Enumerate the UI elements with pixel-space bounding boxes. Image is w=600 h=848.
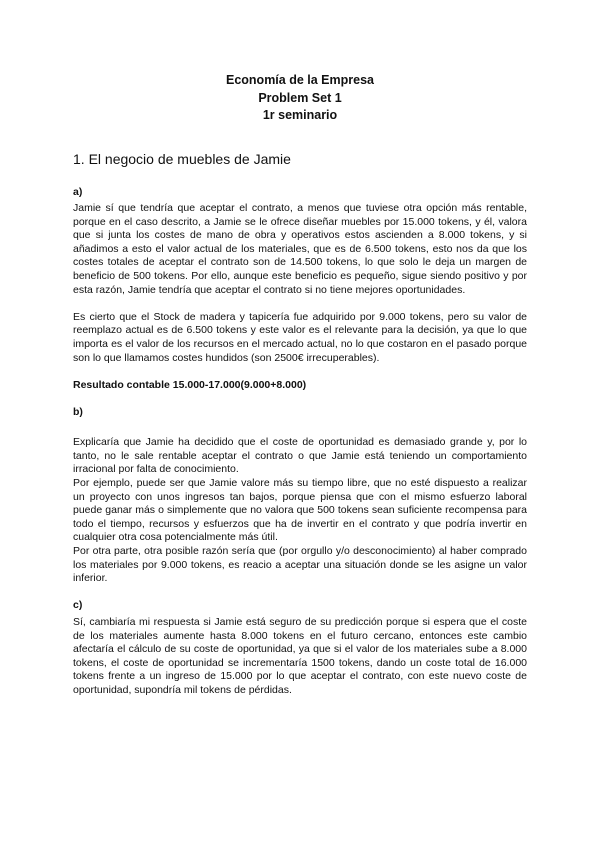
part-a-paragraph-2: Es cierto que el Stock de madera y tapicería fue adquirido por 9.000 tokens, pero su valor de reemplazo actual es de 6.500 tokens y este valor es el relevante para la decisión, ya que lo que importa es el valor de los recursos en el mercado actual, no lo que costaron en el pasado porque son lo que llamamos costes hundidos (son 2500€ irrecuperables). xyxy=(73,310,527,364)
part-b-paragraph-3: Por otra parte, otra posible razón sería que (por orgullo y/o desconocimiento) al haber comprado los materiales por 9.000 tokens, es reacio a aceptar una situación donde se les asigne un valor inferior. xyxy=(73,544,527,585)
section-heading: 1. El negocio de muebles de Jamie xyxy=(73,150,291,167)
part-a-paragraph-1: Jamie sí que tendría que aceptar el contrato, a menos que tuviese otra opción más rentable, porque en el caso descrito, a Jamie se le ofrece diseñar muebles por 15.000 tokens, y él, valora que si junta los costes de mano de obra y operativos estos ascienden a 8.000 tokens, y si añadimos a esto el valor actual de los materiales, que es de 6.500 tokens, esto nos da que los costes totales de aceptar el contrato son de 14.500 tokens, lo que solo le deja un margen de beneficio de 500 tokens. Por ello, aunque este beneficio es pequeño, sigue siendo positivo y por esta razón, Jamie tendría que aceptar el contrato si no tiene mejores oportunidades. xyxy=(73,202,527,296)
spacer xyxy=(73,423,527,437)
accounting-result: Resultado contable 15.000-17.000(9.000+8.000) xyxy=(73,378,307,391)
part-a-label: a) xyxy=(73,185,83,198)
spacer xyxy=(73,297,527,311)
part-b-paragraph-1: Explicaría que Jamie ha decidido que el coste de oportunidad es demasiado grande y, por lo tanto, no le sale rentable aceptar el contrato o que Jamie está teniendo un comportamiento irracional por falta de conocimiento. xyxy=(73,436,527,476)
spacer xyxy=(73,586,527,600)
part-b-label: b) xyxy=(73,406,83,418)
title-seminar: 1r seminario xyxy=(262,108,338,122)
part-c-paragraph-1: Sí, cambiaría mi respuesta si Jamie está seguro de su predicción porque si espera que el coste de los materiales aumente hasta 8.000 tokens en el futuro cercano, entonces este cambio afectaría el cálculo de su coste de oportunidad, ya que si el valor de los materiales sube a 8.000 tokens, el coste de oportunidad se incrementaría 1500 tokens, dando un coste total de 16.000 tokens frente a un ingreso de 15.000 por lo que aceptar el contrato, con este nuevo coste de oportunidad, supondría mil tokens de pérdidas. xyxy=(73,615,527,696)
spacer xyxy=(73,365,527,379)
title-problem-set: Problem Set 1 xyxy=(258,90,342,105)
spacer xyxy=(73,392,527,406)
part-c-label: c) xyxy=(73,599,83,612)
document-title xyxy=(73,72,527,125)
part-b-paragraph-2: Por ejemplo, puede ser que Jamie valore más su tiempo libre, que no esté dispuesto a realizar un proyecto con unos ingresos tan bajos, porque piensa que con el mismo esfuerzo laboral puede ganar más o simplemente que no valora que 500 tokens sean suficiente recompensa para todo el tiempo, recursos y esfuerzos que ha de invertir en el contrato y que podría invertir en cualquier otra cosa potencialmente más útil. xyxy=(73,476,527,544)
title-course: Economía de la Empresa xyxy=(226,73,374,87)
